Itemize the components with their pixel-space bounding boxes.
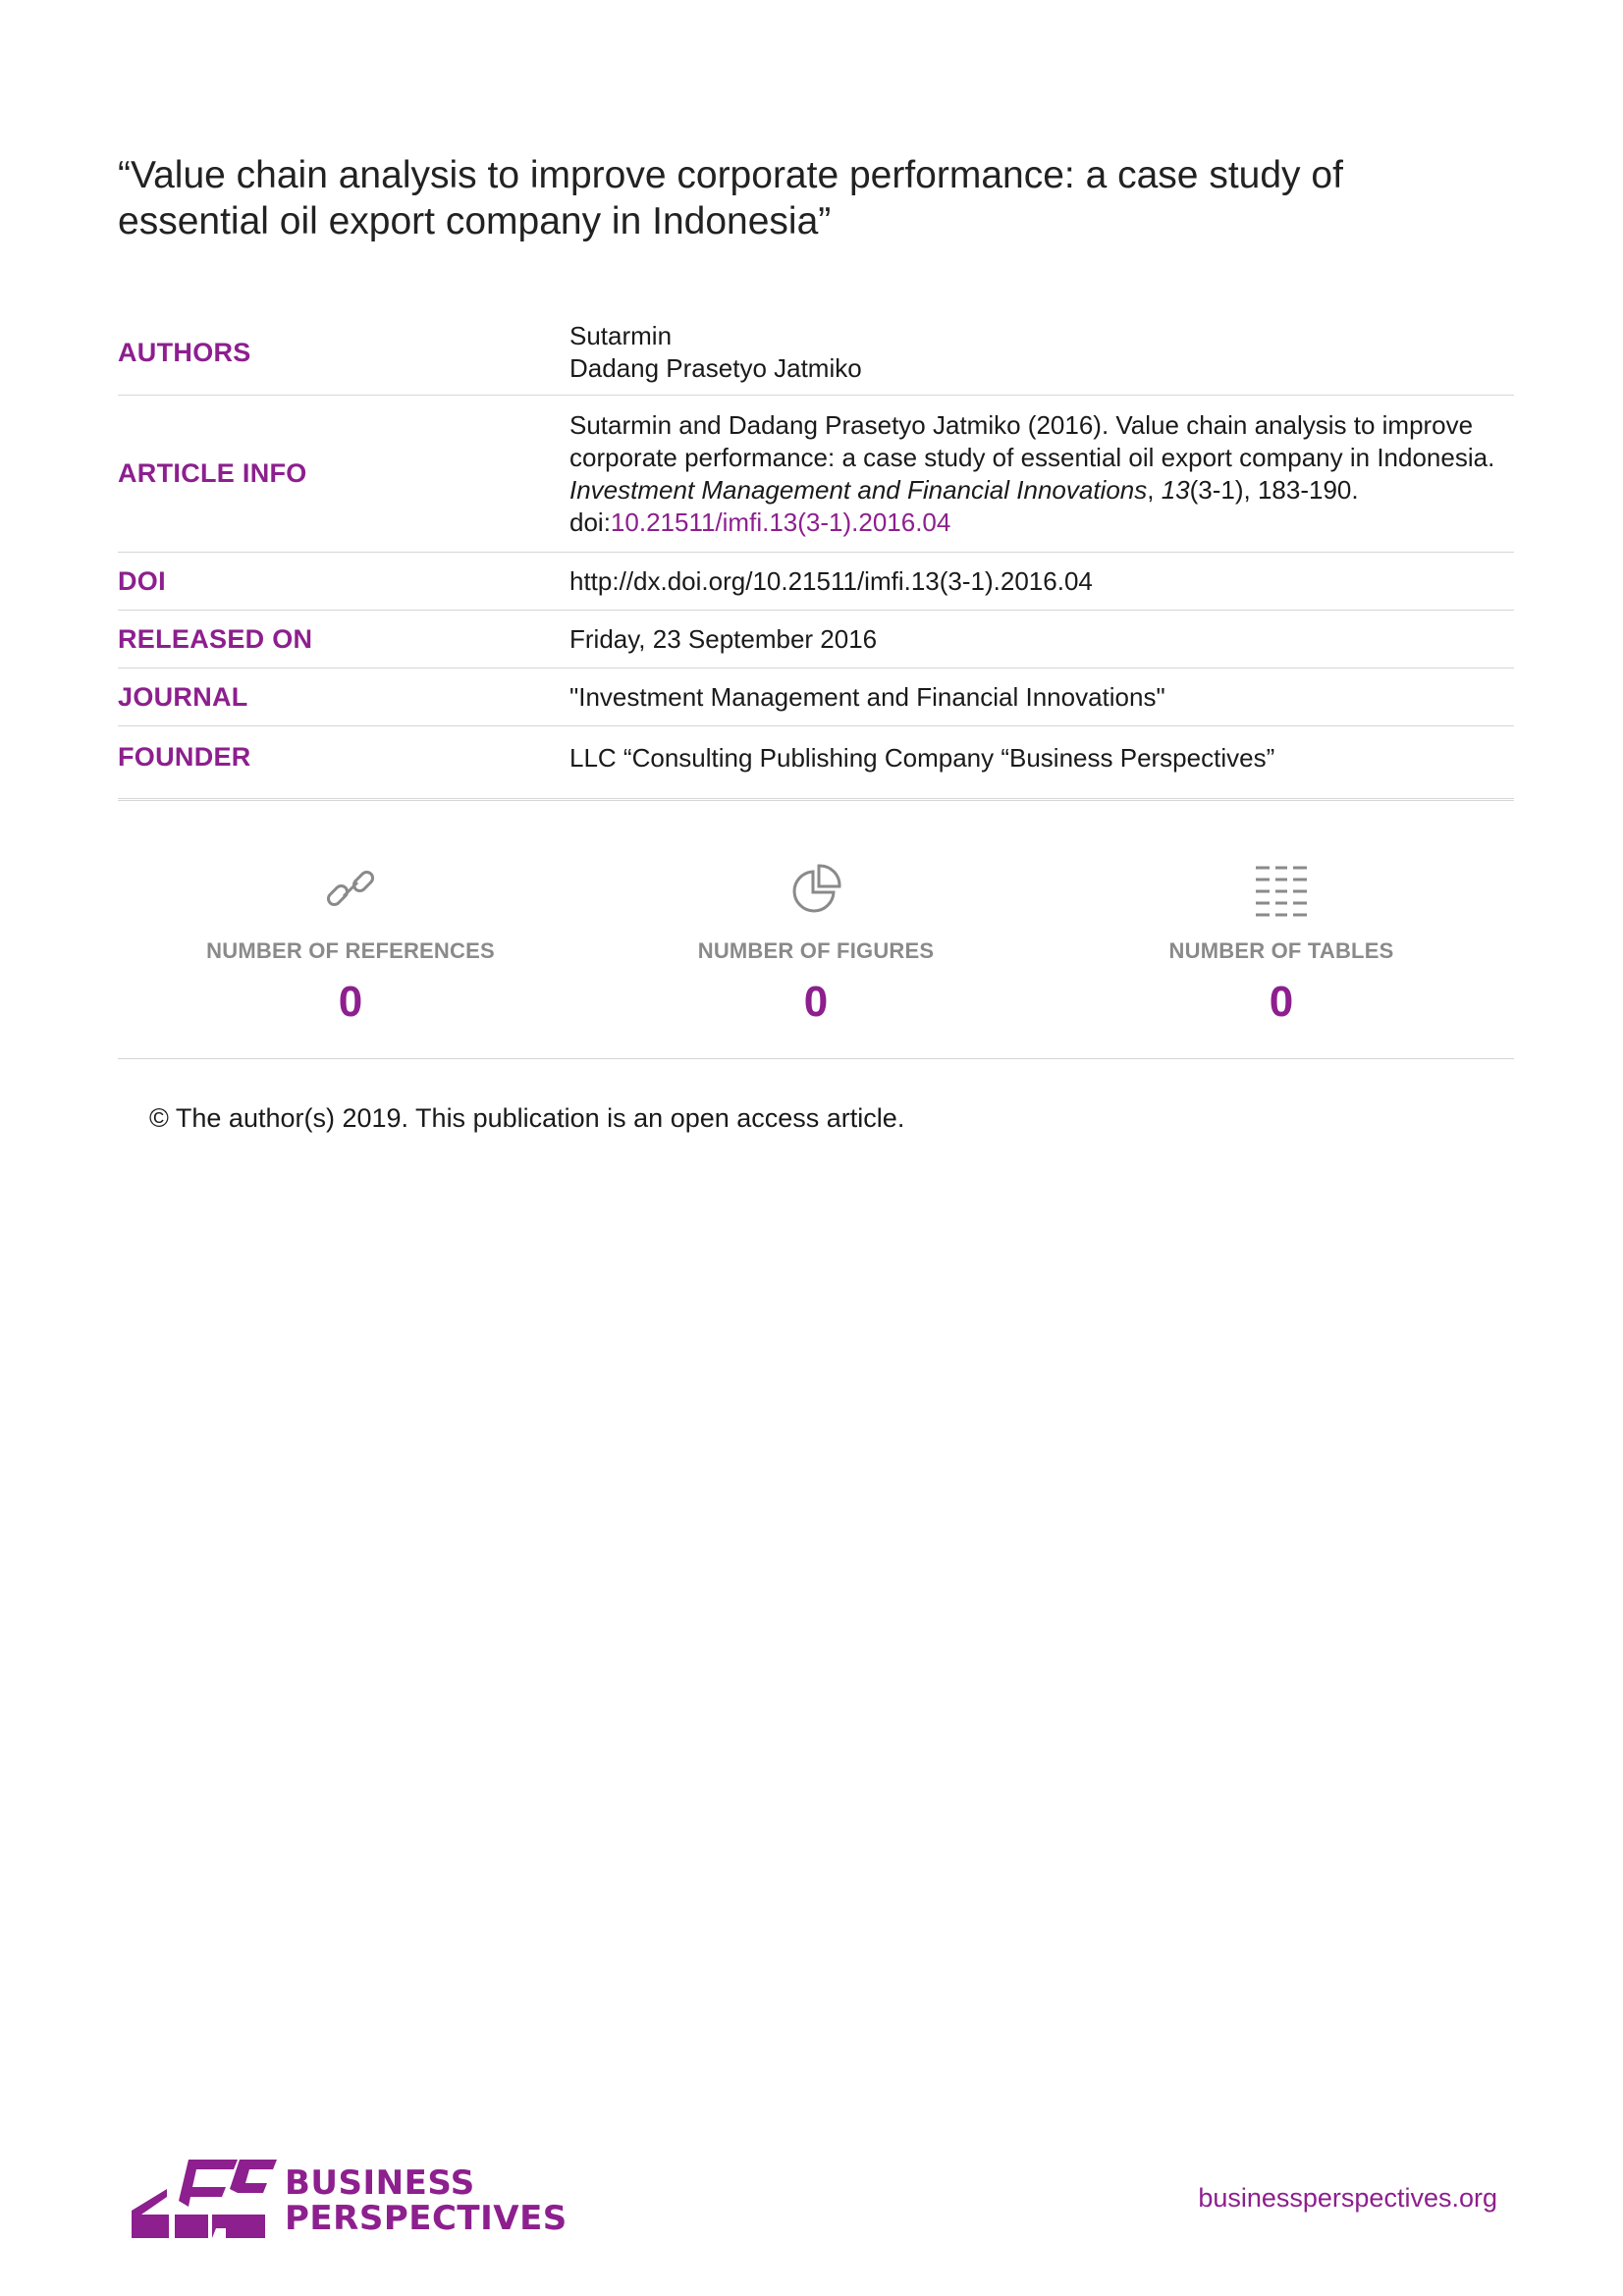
- doi-label: DOI: [118, 565, 166, 596]
- released-label: RELEASED ON: [118, 623, 313, 654]
- journal-label: JOURNAL: [118, 681, 248, 712]
- figures-label: NUMBER OF FIGURES: [697, 938, 935, 963]
- table-icon: [1252, 860, 1311, 919]
- logo-wordmark: [285, 2165, 568, 2236]
- figures-value: 0: [803, 978, 829, 1026]
- released-row: [118, 611, 1514, 668]
- author-1: Sutarmin: [569, 321, 673, 350]
- authors-label: AUTHORS: [118, 337, 251, 367]
- author-2: Dadang Prasetyo Jatmiko: [569, 353, 862, 383]
- founder-value: LLC “Consulting Publishing Company “Business Perspectives”: [569, 743, 1275, 773]
- link-icon: [321, 860, 380, 919]
- article-info-row: [118, 396, 1514, 553]
- tables-label: NUMBER OF TABLES: [1168, 938, 1394, 963]
- website-link[interactable]: businessperspectives.org: [1198, 2183, 1497, 2213]
- logo-line-1: BUSINESS: [285, 2163, 475, 2203]
- citation-journal: Investment Management and Financial Innovations: [569, 474, 1148, 505]
- doi-link[interactable]: 10.21511/imfi.13(3-1).2016.04: [610, 507, 951, 537]
- citation-volume: 13: [1161, 474, 1190, 505]
- citation-separator: ,: [1147, 474, 1162, 505]
- title-line-2: essential oil export company in Indonesia”: [118, 200, 832, 242]
- citation-pages: (3-1), 183-190.: [1189, 474, 1359, 505]
- authors-value: [569, 320, 1514, 385]
- released-value: Friday, 23 September 2016: [569, 623, 878, 654]
- article-info-citation: [569, 409, 1514, 539]
- tables-value: 0: [1269, 978, 1294, 1026]
- authors-row: [118, 310, 1514, 396]
- references-value: 0: [338, 978, 363, 1026]
- doi-prefix: doi:: [569, 507, 611, 537]
- logo-line-2: PERSPECTIVES: [285, 2199, 568, 2238]
- references-label: NUMBER OF REFERENCES: [206, 938, 495, 963]
- doi-row: [118, 553, 1514, 611]
- page-title: [118, 152, 1512, 244]
- citation-text: Sutarmin and Dadang Prasetyo Jatmiko (2016). Value chain analysis to improve corporate performance: a case study of essential oil export company in Indonesia.: [569, 409, 1495, 472]
- founder-label: FOUNDER: [118, 742, 251, 772]
- copyright-notice: © The author(s) 2019. This publication is an open access article.: [149, 1103, 905, 1133]
- article-stats: [118, 800, 1514, 1059]
- pie-chart-icon: [786, 860, 845, 919]
- journal-value: "Investment Management and Financial Innovations": [569, 681, 1165, 712]
- article-info-label: ARTICLE INFO: [118, 458, 307, 488]
- journal-row: [118, 668, 1514, 726]
- title-line-1: “Value chain analysis to improve corporate performance: a case study of: [118, 154, 1343, 196]
- founder-row: [118, 726, 1514, 799]
- doi-value[interactable]: http://dx.doi.org/10.21511/imfi.13(3-1).2016.04: [569, 565, 1093, 596]
- article-info-table: [118, 310, 1514, 799]
